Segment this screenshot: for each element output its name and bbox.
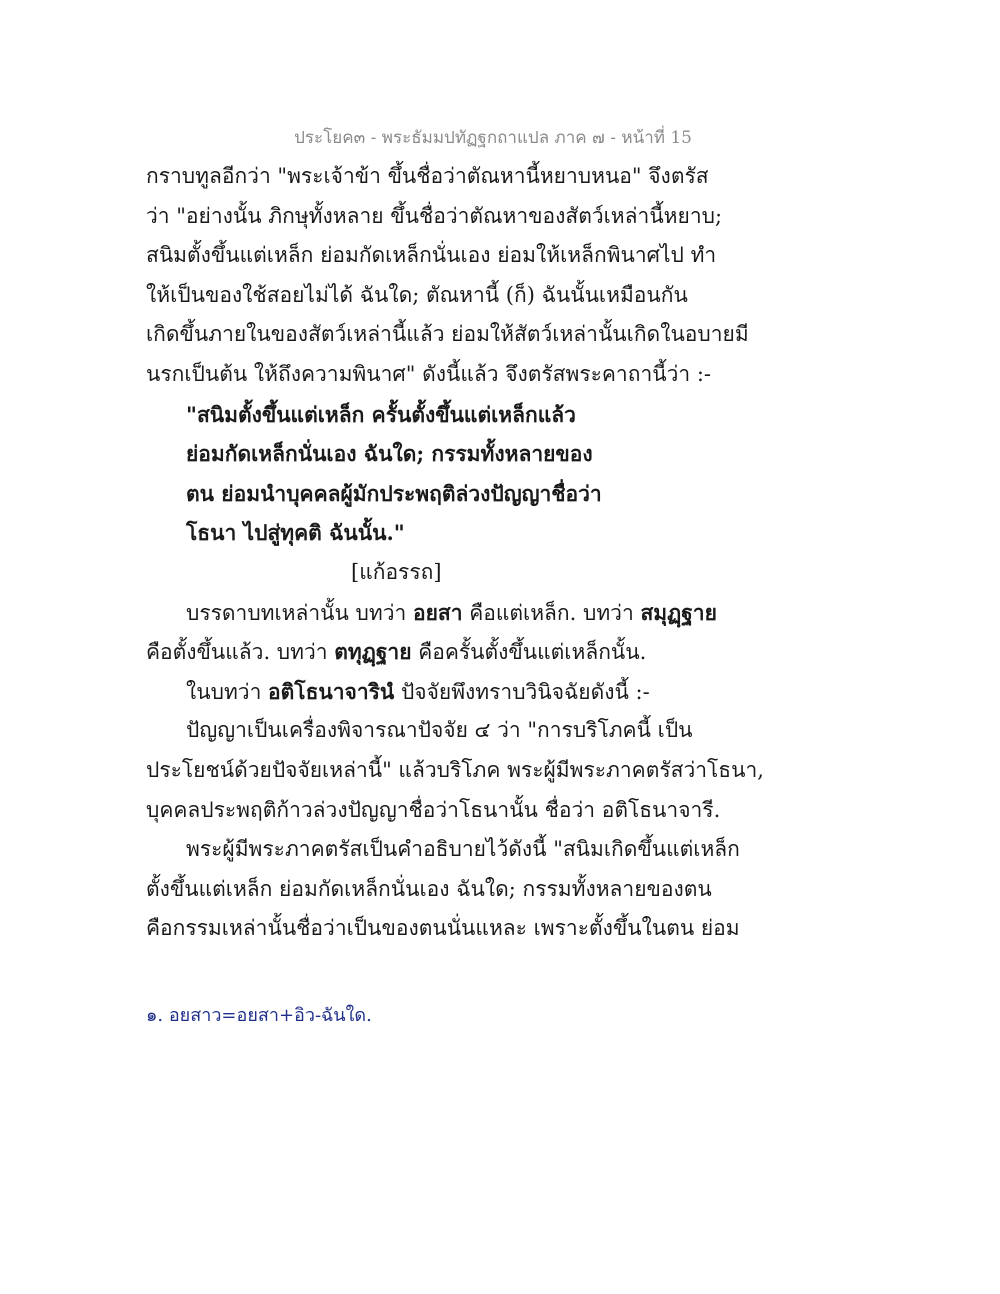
text-line: ให้เป็นของใช้สอยไม่ได้ ฉันใด; ตัณหานี้ (ก็) ฉันนั้นเหมือนกัน: [146, 282, 688, 307]
text-run: ในบทว่า: [186, 679, 269, 704]
text-line: ว่า "อย่างนั้น ภิกษุทั้งหลาย ขึ้นชื่อว่าตัณหาของสัตว์เหล่านี้หยาบ;: [146, 203, 723, 228]
text-line: นรกเป็นต้น ให้ถึงความพินาศ" ดังนี้แล้ว จึงตรัสพระคาถานี้ว่า :-: [146, 361, 712, 386]
section-heading: [แก้อรรถ]: [351, 559, 442, 584]
text-line: พระผู้มีพระภาคตรัสเป็นคำอธิบายไว้ดังนี้ "สนิมเกิดขึ้นแต่เหล็ก: [186, 837, 740, 862]
text-line: สนิมตั้งขึ้นแต่เหล็ก ย่อมกัดเหล็กนั่นเอง ย่อมให้เหล็กพินาศไป ทำ: [146, 243, 717, 268]
text-line: บุคคลประพฤติก้าวล่วงปัญญาชื่อว่าโธนานั้น ชื่อว่า อติโธนาจารี.: [146, 797, 721, 822]
text-line: ปัญญาเป็นเครื่องพิจารณาปัจจัย ๔ ว่า "การบริโภคนี้ เป็น: [186, 718, 693, 743]
verse-line: ย่อมกัดเหล็กนั่นเอง ฉันใด; กรรมทั้งหลายของ: [186, 441, 593, 467]
footnote: ๑. อยสาว=อยสา+อิว-ฉันใด.: [146, 1005, 372, 1026]
text-line: กราบทูลอีกว่า "พระเจ้าข้า ขึ้นชื่อว่าตัณหานี้หยาบหนอ" จึงตรัส: [146, 164, 709, 188]
text-run: คือตั้งขึ้นแล้ว. บทว่า: [146, 640, 335, 665]
body-text: [146, 157, 764, 949]
text-run: บรรดาบทเหล่านั้น บทว่า: [186, 600, 413, 625]
verse-line: "สนิมตั้งขึ้นแต่เหล็ก ครั้นตั้งขึ้นแต่เหล็กแล้ว: [186, 401, 576, 427]
text-line: ประโยชน์ด้วยปัจจัยเหล่านี้" แล้วบริโภค พระผู้มีพระภาคตรัสว่าโธนา,: [146, 757, 764, 782]
pali-term: ตทุฏฺฐาย: [334, 639, 412, 665]
verse-line: ตน ย่อมนำบุคคลผู้มักประพฤติล่วงปัญญาชื่อว่า: [186, 480, 602, 506]
paragraph-line: [146, 632, 726, 672]
text-line: เกิดขึ้นภายในของสัตว์เหล่านี้แล้ว ย่อมให้สัตว์เหล่านั้นเกิดในอบายมี: [146, 322, 749, 347]
text-line: ตั้งขึ้นแต่เหล็ก ย่อมกัดเหล็กนั่นเอง ฉันใด; กรรมทั้งหลายของตน: [146, 876, 712, 901]
pali-term: สมุฏฺฐาย: [640, 599, 717, 625]
pali-term: อติโธนาจารินํ: [268, 678, 395, 704]
text-run: คือครั้นตั้งขึ้นแต่เหล็กนั้น.: [411, 640, 647, 665]
paragraph-line: [146, 672, 726, 712]
text-line: คือกรรมเหล่านั้นชื่อว่าเป็นของตนนั่นแหละ เพราะตั้งขึ้นในตน ย่อม: [146, 916, 740, 941]
running-header: ประโยค๓ - พระธัมมปทัฏฐกถาแปล ภาค ๗ - หน้าที่ 15: [294, 128, 692, 148]
pali-term: อยสา: [413, 599, 463, 625]
paragraph-line: [146, 593, 726, 633]
verse-line: โธนา ไปสู่ทุคติ ฉันนั้น.": [186, 520, 405, 546]
text-run: คือแต่เหล็ก. บทว่า: [462, 600, 641, 625]
text-run: ปัจจัยพึงทราบวินิจฉัยดังนี้ :-: [394, 679, 650, 704]
